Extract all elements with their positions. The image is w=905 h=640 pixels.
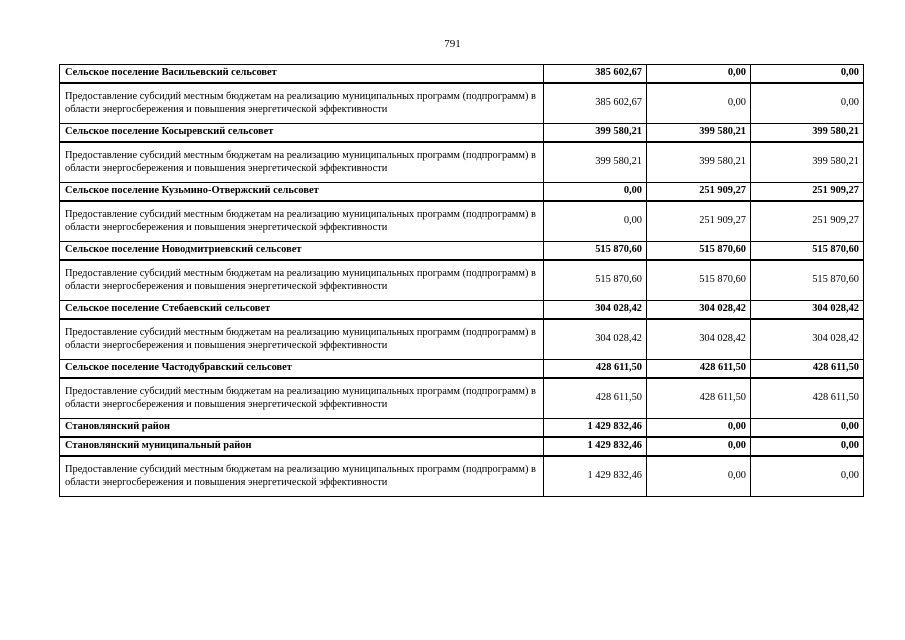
row-name-cell: Сельское поселение Новодмитриевский сельсовет: [60, 242, 544, 261]
row-value-1-cell: 0,00: [544, 183, 647, 202]
table-row-total: [60, 65, 864, 84]
row-value-1-cell: 399 580,21: [544, 124, 647, 143]
row-value-2-cell: 428 611,50: [647, 378, 751, 419]
row-value-3-cell: 515 870,60: [751, 242, 864, 261]
row-value-3-cell: 304 028,42: [751, 301, 864, 320]
row-value-2-cell: 304 028,42: [647, 301, 751, 320]
table-row-detail: [60, 83, 864, 124]
table-body: [60, 65, 864, 497]
row-value-1-cell: 304 028,42: [544, 301, 647, 320]
row-value-2-cell: 0,00: [647, 437, 751, 456]
row-value-3-cell: 0,00: [751, 65, 864, 84]
table-row-detail: [60, 319, 864, 360]
row-value-3-cell: 0,00: [751, 419, 864, 438]
row-value-2-cell: 251 909,27: [647, 183, 751, 202]
table-row-total: [60, 437, 864, 456]
table-row-total: [60, 301, 864, 320]
row-value-3-cell: 251 909,27: [751, 201, 864, 242]
row-value-3-cell: 428 611,50: [751, 360, 864, 379]
row-value-1-cell: 515 870,60: [544, 260, 647, 301]
row-name-cell: Становлянский муниципальный район: [60, 437, 544, 456]
row-value-2-cell: 399 580,21: [647, 142, 751, 183]
row-name-cell: Предоставление субсидий местным бюджетам на реализацию муниципальных программ (подпрограмм) в области энергосбережения и повышения энергетической эффективности: [60, 260, 544, 301]
row-value-1-cell: 1 429 832,46: [544, 437, 647, 456]
row-value-2-cell: 0,00: [647, 83, 751, 124]
row-value-1-cell: 0,00: [544, 201, 647, 242]
row-value-1-cell: 515 870,60: [544, 242, 647, 261]
row-value-1-cell: 428 611,50: [544, 378, 647, 419]
table-row-detail: [60, 201, 864, 242]
row-name-cell: Предоставление субсидий местным бюджетам на реализацию муниципальных программ (подпрограмм) в области энергосбережения и повышения энергетической эффективности: [60, 142, 544, 183]
row-value-3-cell: 399 580,21: [751, 124, 864, 143]
row-value-3-cell: 428 611,50: [751, 378, 864, 419]
row-value-2-cell: 515 870,60: [647, 242, 751, 261]
row-value-1-cell: 304 028,42: [544, 319, 647, 360]
row-value-3-cell: 399 580,21: [751, 142, 864, 183]
table-row-detail: [60, 142, 864, 183]
row-value-2-cell: 0,00: [647, 65, 751, 84]
table-row-total: [60, 183, 864, 202]
row-value-2-cell: 515 870,60: [647, 260, 751, 301]
row-name-cell: Предоставление субсидий местным бюджетам на реализацию муниципальных программ (подпрограмм) в области энергосбережения и повышения энергетической эффективности: [60, 201, 544, 242]
row-value-1-cell: 385 602,67: [544, 83, 647, 124]
row-value-3-cell: 0,00: [751, 437, 864, 456]
row-value-1-cell: 385 602,67: [544, 65, 647, 84]
row-value-3-cell: 0,00: [751, 83, 864, 124]
row-value-2-cell: 399 580,21: [647, 124, 751, 143]
table-row-detail: [60, 378, 864, 419]
row-name-cell: Сельское поселение Косыревский сельсовет: [60, 124, 544, 143]
page-number: 791: [444, 38, 461, 50]
row-value-3-cell: 251 909,27: [751, 183, 864, 202]
row-value-2-cell: 428 611,50: [647, 360, 751, 379]
row-value-1-cell: 1 429 832,46: [544, 419, 647, 438]
row-value-3-cell: 0,00: [751, 456, 864, 497]
row-name-cell: Сельское поселение Стебаевский сельсовет: [60, 301, 544, 320]
table-row-total: [60, 419, 864, 438]
budget-table: [59, 64, 864, 497]
row-name-cell: Сельское поселение Частодубравский сельсовет: [60, 360, 544, 379]
row-name-cell: Сельское поселение Васильевский сельсовет: [60, 65, 544, 84]
row-value-2-cell: 0,00: [647, 456, 751, 497]
row-name-cell: Предоставление субсидий местным бюджетам на реализацию муниципальных программ (подпрограмм) в области энергосбережения и повышения энергетической эффективности: [60, 83, 544, 124]
table-row-total: [60, 124, 864, 143]
table-row-detail: [60, 260, 864, 301]
row-name-cell: Предоставление субсидий местным бюджетам на реализацию муниципальных программ (подпрограмм) в области энергосбережения и повышения энергетической эффективности: [60, 319, 544, 360]
row-value-3-cell: 304 028,42: [751, 319, 864, 360]
table-row-total: [60, 242, 864, 261]
row-name-cell: Становлянский район: [60, 419, 544, 438]
table-row-total: [60, 360, 864, 379]
row-value-1-cell: 1 429 832,46: [544, 456, 647, 497]
table-row-detail: [60, 456, 864, 497]
row-name-cell: Сельское поселение Кузьмино-Отвержский сельсовет: [60, 183, 544, 202]
row-name-cell: Предоставление субсидий местным бюджетам на реализацию муниципальных программ (подпрограмм) в области энергосбережения и повышения энергетической эффективности: [60, 378, 544, 419]
row-name-cell: Предоставление субсидий местным бюджетам на реализацию муниципальных программ (подпрограмм) в области энергосбережения и повышения энергетической эффективности: [60, 456, 544, 497]
row-value-2-cell: 0,00: [647, 419, 751, 438]
row-value-1-cell: 428 611,50: [544, 360, 647, 379]
row-value-1-cell: 399 580,21: [544, 142, 647, 183]
row-value-2-cell: 251 909,27: [647, 201, 751, 242]
row-value-3-cell: 515 870,60: [751, 260, 864, 301]
row-value-2-cell: 304 028,42: [647, 319, 751, 360]
